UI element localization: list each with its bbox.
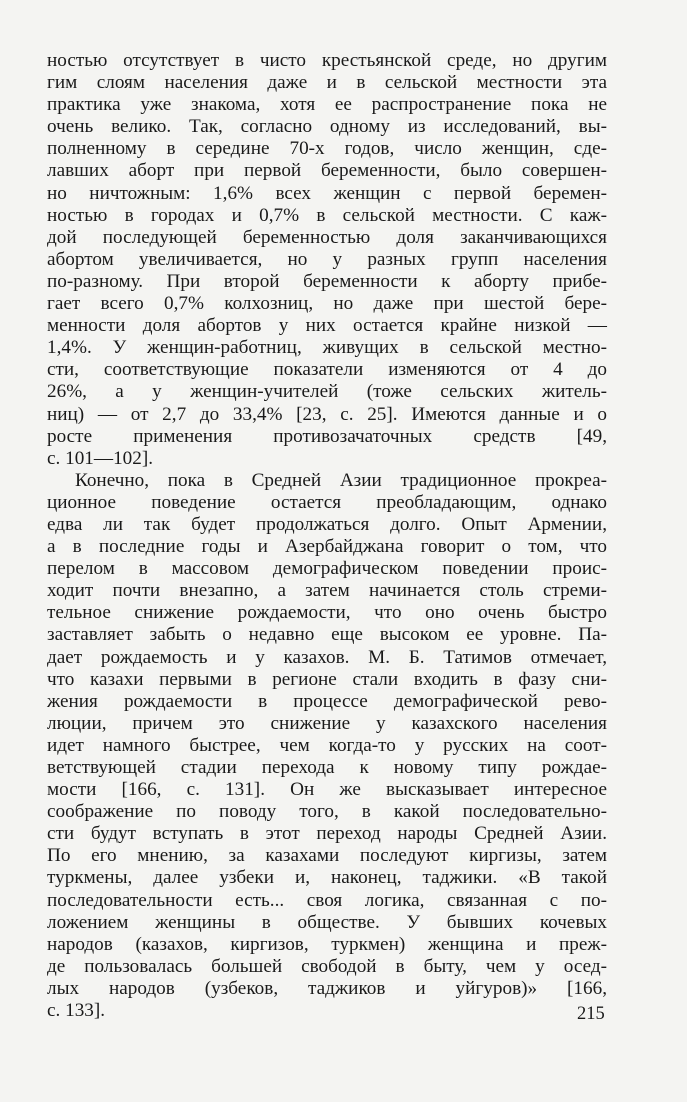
text-line: гает всего 0,7% колхозниц, но даже при шестой бере-	[47, 293, 607, 315]
text-line: перелом в массовом демографическом поведении проис-	[47, 558, 607, 580]
text-line: менности доля абортов у них остается крайне низкой —	[47, 315, 607, 337]
text-line: ционное поведение остается преобладающим, однако	[47, 491, 607, 513]
text-line: идет намного быстрее, чем когда-то у русских на соот-	[47, 734, 607, 756]
paragraph	[47, 470, 607, 1022]
text-line: дает рождаемость и у казахов. М. Б. Татимов отмечает,	[47, 646, 607, 668]
text-line: с. 101—102].	[47, 447, 154, 469]
text-line: дой последующей беременностью доля заканчивающихся	[47, 226, 607, 248]
text-line: а в последние годы и Азербайджана говорит о том, что	[47, 536, 607, 558]
text-line: тельное снижение рождаемости, что оно очень быстро	[47, 602, 607, 624]
text-line: ложением женщины в обществе. У бывших кочевых	[47, 911, 607, 933]
text-line: жения рождаемости в процессе демографической рево-	[47, 690, 607, 712]
text-line: едва ли так будет продолжаться долго. Опыт Армении,	[47, 513, 607, 535]
text-line: ностью отсутствует в чисто крестьянской среде, но другим	[47, 50, 607, 71]
text-line: ходит почти внезапно, а затем начинается столь стреми-	[47, 580, 607, 602]
text-line: последовательности есть... своя логика, связанная с по-	[47, 889, 607, 911]
text-line: росте применения противозачаточных средств [49,	[47, 425, 607, 447]
text-line: ностью в городах и 0,7% в сельской местности. С каж-	[47, 204, 607, 226]
text-line: заставляет забыть о недавно еще высоком ее уровне. Па-	[47, 624, 607, 646]
text-line: что казахи первыми в регионе стали входить в фазу сни-	[47, 668, 607, 690]
text-line: туркмены, далее узбеки и, наконец, таджики. «В такой	[47, 867, 607, 889]
text-line: ниц) — от 2,7 до 33,4% [23, с. 25]. Имеются данные и о	[47, 403, 607, 425]
text-line: гим слоям населения даже и в сельской местности эта	[47, 72, 607, 94]
text-line: сти будут вступать в этот переход народы Средней Азии.	[47, 823, 607, 845]
text-line: полненному в середине 70-х годов, число женщин, сде-	[47, 138, 607, 160]
text-line: очень велико. Так, согласно одному из исследований, вы-	[47, 116, 607, 138]
text-line: практика уже знакома, хотя ее распространение пока не	[47, 94, 607, 116]
text-line: По его мнению, за казахами последуют киргизы, затем	[47, 845, 607, 867]
text-line: мости [166, с. 131]. Он же высказывает интересное	[47, 779, 607, 801]
text-line: люции, причем это снижение у казахского населения	[47, 712, 607, 734]
text-line: Конечно, пока в Средней Азии традиционное прокреа-	[75, 469, 607, 491]
text-line: сти, соответствующие показатели изменяются от 4 до	[47, 359, 607, 381]
text-line: соображение по поводу того, в какой последовательно-	[47, 801, 607, 823]
text-line: 1,4%. У женщин-работниц, живущих в сельской местно-	[47, 337, 607, 359]
text-line: ветствующей стадии перехода к новому типу рождае-	[47, 757, 607, 778]
text-line: 26%, а у женщин-учителей (тоже сельских житель-	[47, 381, 607, 403]
text-line: абортом увеличивается, но у разных групп населения	[47, 248, 607, 270]
text-line: но ничтожным: 1,6% всех женщин с первой беремен-	[47, 182, 607, 204]
text-line: народов (казахов, киргизов, туркмен) женщина и преж-	[47, 933, 607, 955]
text-line: лавших аборт при первой беременности, было совершен-	[47, 160, 607, 182]
text-line: лых народов (узбеков, таджиков и уйгуров)» [166,	[47, 977, 607, 999]
text-line: с. 133].	[47, 1000, 106, 1022]
text-line: по-разному. При второй беременности к аборту прибе-	[47, 270, 607, 292]
text-line: де пользовалась большей свободой в быту, чем у осед-	[47, 955, 607, 977]
page-body	[47, 50, 607, 1022]
page-number: 215	[577, 1004, 605, 1024]
paragraph	[47, 50, 607, 470]
